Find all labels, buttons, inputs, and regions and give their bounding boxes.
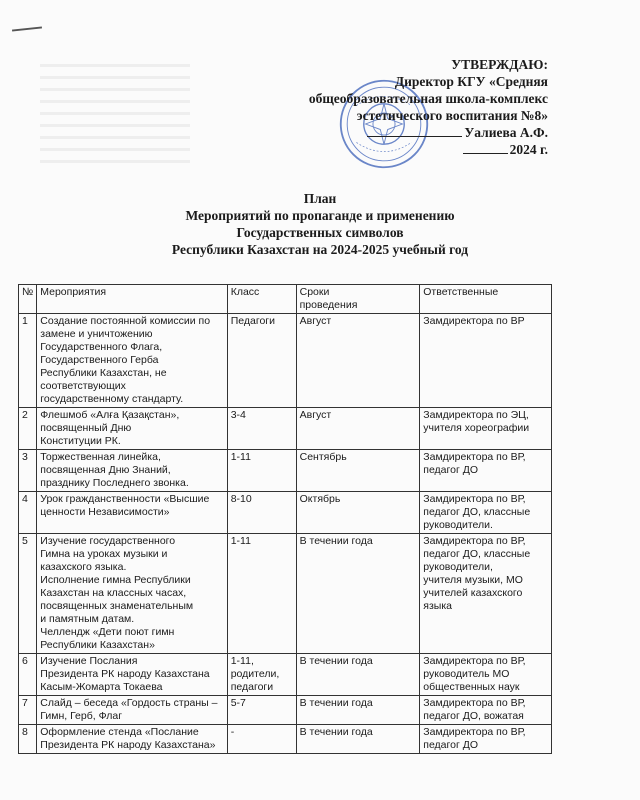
- row-responsible: Замдиректора по ВР, педагог ДО, вожатая: [420, 696, 552, 725]
- events-table: [18, 284, 552, 754]
- row-class: 3-4: [227, 408, 296, 450]
- approval-signature-line: [248, 124, 548, 141]
- row-number: 7: [19, 696, 37, 725]
- row-responsible: Замдиректора по ЭЦ, учителя хореографии: [420, 408, 552, 450]
- row-number: 2: [19, 408, 37, 450]
- date-underline: [463, 153, 508, 154]
- row-period: Август: [296, 408, 420, 450]
- row-responsible: Замдиректора по ВР, педагог ДО: [420, 725, 552, 754]
- signature-underline: [367, 136, 462, 137]
- row-period: В течении года: [296, 696, 420, 725]
- header-responsible: Ответственные: [420, 285, 552, 314]
- row-period: Сентябрь: [296, 450, 420, 492]
- row-number: 5: [19, 534, 37, 654]
- approval-school-line-2: эстетического воспитания №8»: [356, 108, 548, 123]
- row-event: Урок гражданственности «Высшие ценности Независимости»: [37, 492, 227, 534]
- row-class: 1-11: [227, 450, 296, 492]
- table-row: [19, 725, 552, 754]
- header-class: Класс: [227, 285, 296, 314]
- director-name: Уалиева А.Ф.: [464, 125, 548, 140]
- row-class: 1-11: [227, 534, 296, 654]
- title-line-3: Государственных символов: [236, 225, 404, 240]
- row-number: 3: [19, 450, 37, 492]
- row-number: 4: [19, 492, 37, 534]
- row-event: Слайд – беседа «Гордость страны – Гимн, Герб, Флаг: [37, 696, 227, 725]
- row-responsible: Замдиректора по ВР, педагог ДО, классные руководители.: [420, 492, 552, 534]
- approval-director-line: Директор КГУ «Средняя: [394, 74, 548, 89]
- row-period: В течении года: [296, 725, 420, 754]
- table-header-row: [19, 285, 552, 314]
- row-responsible: Замдиректора по ВР, педагог ДО: [420, 450, 552, 492]
- row-class: 8-10: [227, 492, 296, 534]
- row-class: -: [227, 725, 296, 754]
- approval-school-line: общеобразовательная школа-комплекс: [308, 91, 548, 106]
- row-responsible: Замдиректора по ВР, руководитель МО общественных наук: [420, 654, 552, 696]
- row-class: 5-7: [227, 696, 296, 725]
- row-number: 6: [19, 654, 37, 696]
- row-class: Педагоги: [227, 314, 296, 408]
- table-row: [19, 534, 552, 654]
- table-row: [19, 450, 552, 492]
- document-title: [0, 190, 640, 258]
- header-period: Сроки проведения: [296, 285, 420, 314]
- row-period: В течении года: [296, 654, 420, 696]
- row-period: Октябрь: [296, 492, 420, 534]
- approval-date-line: [248, 141, 548, 158]
- approval-date: 2024 г.: [509, 142, 548, 157]
- approval-heading: УТВЕРЖДАЮ:: [451, 57, 548, 72]
- row-number: 8: [19, 725, 37, 754]
- table-row: [19, 696, 552, 725]
- row-event: Оформление стенда «Послание Президента РК народу Казахстана»: [37, 725, 227, 754]
- table-row: [19, 314, 552, 408]
- row-period: Август: [296, 314, 420, 408]
- header-event: Мероприятия: [37, 285, 227, 314]
- row-responsible: Замдиректора по ВР: [420, 314, 552, 408]
- title-line-2: Мероприятий по пропаганде и применению: [185, 208, 455, 223]
- row-number: 1: [19, 314, 37, 408]
- table-row: [19, 408, 552, 450]
- row-event: Создание постоянной комиссии по замене и уничтожению Государственного Флага, Государственного Герба Республики Казахстан, не соответствующих государственному стандарту.: [37, 314, 227, 408]
- bleed-through-text: [40, 55, 190, 175]
- table-row: [19, 654, 552, 696]
- title-line-1: План: [303, 191, 337, 206]
- row-event: Торжественная линейка, посвященная Дню Знаний, празднику Последнего звонка.: [37, 450, 227, 492]
- scan-mark: [12, 26, 42, 31]
- row-event: Изучение Послания Президента РК народу Казахстана Касым-Жомарта Токаева: [37, 654, 227, 696]
- header-number: №: [19, 285, 37, 314]
- title-line-4: Республики Казахстан на 2024-2025 учебный год: [171, 242, 469, 257]
- row-class: 1-11, родители, педагоги: [227, 654, 296, 696]
- row-event: Изучение государственного Гимна на уроках музыки и казахского языка. Исполнение гимна Республики Казахстан на классных часах, посвященных знаменательным и памятным датам. Челлендж «Дети поют гимн Республики Казахстан»: [37, 534, 227, 654]
- table-row: [19, 492, 552, 534]
- row-responsible: Замдиректора по ВР, педагог ДО, классные руководители, учителя музыки, МО учителей казахского языка: [420, 534, 552, 654]
- approval-block: [248, 56, 548, 158]
- row-period: В течении года: [296, 534, 420, 654]
- row-event: Флешмоб «Алға Қазақстан», посвященный Дню Конституции РК.: [37, 408, 227, 450]
